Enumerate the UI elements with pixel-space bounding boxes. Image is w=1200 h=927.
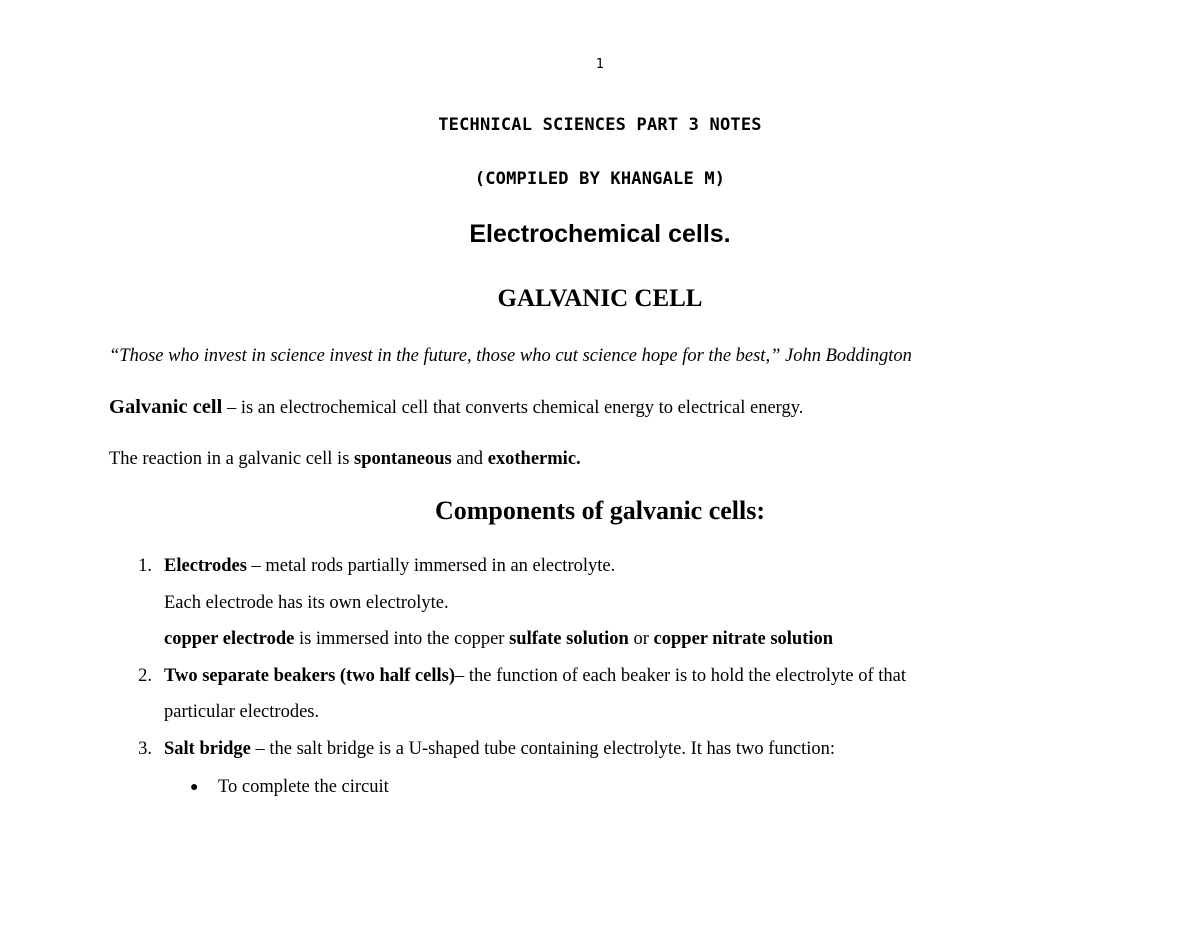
reaction-exothermic: exothermic. <box>487 449 581 469</box>
components-heading: Components of galvanic cells: <box>434 496 766 525</box>
list-item-number: 2. <box>138 666 152 686</box>
list-item-term: Two separate beakers (two half cells) <box>164 666 455 686</box>
page-number: 1 <box>595 57 605 72</box>
quote: “Those who invest in science invest in the future, those who cut science hope for the best,” John Boddington <box>109 346 912 366</box>
list-item-text: – the salt bridge is a U-shaped tube containing electrolyte. It has two function: <box>250 739 835 759</box>
list-item-number: 3. <box>138 739 152 759</box>
section-title: Electrochemical cells. <box>469 220 731 248</box>
copper-nitrate-term: copper nitrate solution <box>653 629 834 649</box>
definition-paragraph <box>109 396 803 419</box>
definition-term: Galvanic cell <box>109 396 223 418</box>
line-text: or <box>628 629 654 649</box>
reaction-paragraph <box>109 449 581 470</box>
reaction-prefix: The reaction in a galvanic cell is <box>109 449 355 469</box>
bullet-icon: ● <box>190 780 199 795</box>
list-item-electrodes <box>164 556 615 577</box>
list-item-beakers <box>164 666 906 687</box>
list-item-line <box>164 629 833 650</box>
definition-text: – is an electrochemical cell that converts chemical energy to electrical energy. <box>222 398 804 418</box>
list-item-line: particular electrodes. <box>164 702 320 722</box>
reaction-spontaneous: spontaneous <box>354 449 452 469</box>
list-item-term: Salt bridge <box>164 739 251 759</box>
list-item-text: – the function of each beaker is to hold the electrolyte of that <box>454 666 907 686</box>
line-text: is immersed into the copper <box>294 629 510 649</box>
document-title: TECHNICAL SCIENCES PART 3 NOTES <box>438 115 762 135</box>
list-item-number: 1. <box>138 556 152 576</box>
list-item-term: Electrodes <box>164 556 247 576</box>
document-subtitle: (COMPILED BY KHANGALE M) <box>474 169 726 189</box>
list-item-text: – metal rods partially immersed in an electrolyte. <box>246 556 616 576</box>
copper-electrode-term: copper electrode <box>164 629 295 649</box>
topic-title: GALVANIC CELL <box>497 285 703 312</box>
reaction-middle: and <box>451 449 488 469</box>
list-item-salt-bridge <box>164 739 835 760</box>
bullet-item: To complete the circuit <box>218 777 389 797</box>
sulfate-solution-term: sulfate solution <box>509 629 629 649</box>
list-item-line: Each electrode has its own electrolyte. <box>164 593 449 613</box>
